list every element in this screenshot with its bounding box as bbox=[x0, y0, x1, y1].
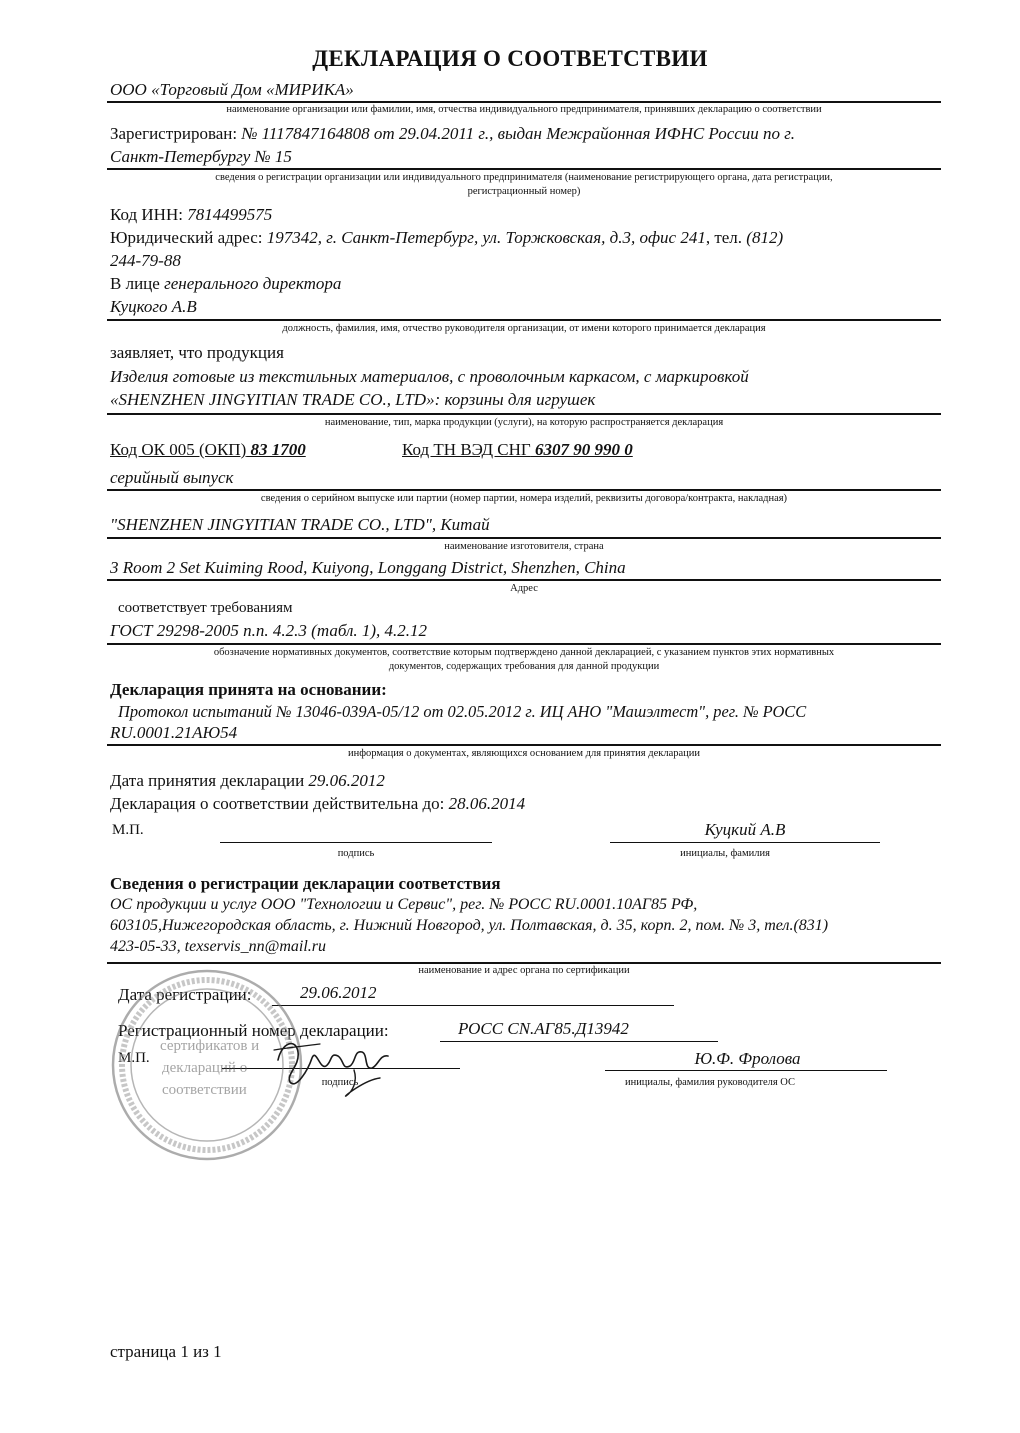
signature-line bbox=[220, 842, 492, 843]
divider bbox=[107, 643, 941, 645]
address-line-2: 244-79-88 bbox=[110, 251, 181, 270]
registration-details: № 1117847164808 от 29.04.2011 г., выдан Межрайонная ИФНС России по г. bbox=[241, 124, 795, 143]
declaration-date-label: Дата принятия декларации bbox=[110, 771, 305, 790]
registration-prefix: Зарегистрирован: bbox=[110, 124, 238, 143]
seal-text-3: соответствии bbox=[162, 1082, 247, 1098]
manufacturer-caption: наименование изготовителя, страна bbox=[444, 541, 604, 552]
signer-line bbox=[610, 842, 880, 843]
tnved-label: Код ТН ВЭД СНГ bbox=[402, 440, 531, 459]
address-value: 197342, г. Санкт-Петербург, ул. Торжковская, д.3, офис 241 bbox=[266, 228, 706, 247]
standard: ГОСТ 29298-2005 п.п. 4.2.3 (табл. 1), 4.2.12 bbox=[110, 621, 428, 640]
validity-value: 28.06.2014 bbox=[448, 794, 526, 813]
serial-release: серийный выпуск bbox=[110, 468, 234, 487]
seal-text-1: сертификатов и bbox=[160, 1038, 260, 1054]
applicant-name-caption: наименование организации или фамилии, имя, отчества индивидуального предпринимателя, принявших декларацию о соответствии bbox=[226, 104, 822, 115]
product-caption: наименование, тип, марка продукции (услуги), на которую распространяется декларация bbox=[324, 417, 724, 428]
registration-line-2: Санкт-Петербургу № 15 bbox=[110, 147, 292, 166]
inn-line bbox=[110, 205, 272, 225]
inn-label: Код ИНН: bbox=[110, 205, 183, 224]
basis-caption: информация о документах, являющихся основанием для принятия декларации bbox=[347, 748, 701, 759]
divider bbox=[107, 744, 941, 746]
okp-code bbox=[110, 440, 306, 460]
registration-caption-1: сведения о регистрации организации или индивидуального предпринимателя (наименование регистрирующего органа, дата регистрации, bbox=[215, 172, 833, 183]
divider bbox=[107, 579, 941, 581]
address-label: Юридический адрес: bbox=[110, 228, 263, 247]
registration-caption: наименование и адрес органа по сертификации bbox=[418, 965, 630, 976]
stamp-place-label: М.П. bbox=[112, 822, 144, 838]
director-role: генерального директора bbox=[164, 274, 342, 293]
tnved-value: 6307 90 990 0 bbox=[535, 440, 633, 459]
manufacturer-address: 3 Room 2 Set Kuiming Rood, Kuiyong, Longgang District, Shenzhen, China bbox=[110, 558, 626, 577]
registration-date-line bbox=[272, 1005, 674, 1006]
seal-text-2: деклараций о bbox=[162, 1060, 248, 1076]
basis-heading: Декларация принята на основании: bbox=[110, 680, 387, 699]
director-caption: должность, фамилия, имя, отчество руководителя организации, от имени которого принимается декларация bbox=[282, 323, 766, 334]
inn-value: 7814499575 bbox=[187, 205, 273, 224]
validity-line bbox=[110, 794, 525, 814]
divider bbox=[107, 413, 941, 415]
registration-caption-2: регистрационный номер) bbox=[467, 186, 581, 197]
address-caption: Адрес bbox=[510, 583, 538, 594]
okp-label: Код ОК 005 (ОКП) bbox=[110, 440, 247, 459]
standard-caption-1: обозначение нормативных документов, соответствие которым подтверждено данной декларацией, с указанием пунктов этих нормативных bbox=[213, 647, 835, 658]
registration-signature-caption: подпись bbox=[321, 1077, 359, 1088]
phone-code: (812) bbox=[746, 228, 784, 247]
registration-heading: Сведения о регистрации декларации соответствия bbox=[110, 874, 501, 893]
page-number: страница 1 из 1 bbox=[110, 1342, 222, 1361]
director-line bbox=[110, 274, 341, 294]
declaration-date-line bbox=[110, 771, 385, 791]
signature-caption: подпись bbox=[337, 848, 375, 859]
registration-number-line bbox=[440, 1041, 718, 1042]
director-name: Куцкого А.В bbox=[110, 297, 197, 316]
okp-value: 83 1700 bbox=[250, 440, 306, 459]
director-prefix: В лице bbox=[110, 274, 160, 293]
registration-body-1: ОС продукции и услуг ООО "Технологии и Сервис", рег. № РОСС RU.0001.10АГ85 РФ, bbox=[110, 896, 698, 913]
tnved-code bbox=[402, 440, 633, 460]
registration-date-label: Дата регистрации: bbox=[118, 985, 252, 1004]
registration-number-label: Регистрационный номер декларации: bbox=[118, 1021, 389, 1040]
head-name: Ю.Ф. Фролова bbox=[694, 1049, 801, 1068]
phone-label: , тел. bbox=[705, 228, 743, 247]
document-title: ДЕКЛАРАЦИЯ О СООТВЕТСТВИИ bbox=[312, 46, 708, 71]
product-line-1: Изделия готовые из текстильных материалов, с проволочным каркасом, с маркировкой bbox=[110, 367, 749, 386]
registration-body-2: 603105,Нижегородская область, г. Нижний Новгород, ул. Полтавская, д. 35, корп. 2, пом. № 3, тел.(831) bbox=[110, 917, 829, 934]
standard-caption-2: документов, содержащих требования для данной продукции bbox=[388, 661, 660, 672]
conformity-intro: соответствует требованиям bbox=[118, 600, 293, 616]
applicant-name: ООО «Торговый Дом «МИРИКА» bbox=[110, 80, 354, 99]
registration-number-value: РОСС CN.АГ85.Д13942 bbox=[458, 1019, 629, 1038]
initials-caption: инициалы, фамилия bbox=[680, 848, 770, 859]
manufacturer: "SHENZHEN JINGYITIAN TRADE CO., LTD", Китай bbox=[110, 515, 490, 534]
registration-date-value: 29.06.2012 bbox=[300, 983, 377, 1002]
validity-label: Декларация о соответствии действительна до: bbox=[110, 794, 445, 813]
serial-caption: сведения о серийном выпуске или партии (номер партии, номера изделий, реквизиты договора/контракта, накладная) bbox=[260, 493, 788, 504]
divider bbox=[107, 101, 941, 103]
head-name-line bbox=[605, 1070, 887, 1071]
signer-name: Куцкий А.В bbox=[704, 820, 786, 839]
declaration-date-value: 29.06.2012 bbox=[308, 771, 385, 790]
product-intro: заявляет, что продукция bbox=[110, 343, 284, 362]
divider bbox=[107, 168, 941, 170]
handwritten-signature bbox=[268, 1030, 398, 1100]
divider bbox=[107, 537, 941, 539]
basis-line-2: RU.0001.21АЮ54 bbox=[110, 723, 238, 742]
basis-line-1: Протокол испытаний № 13046-039А-05/12 от 02.05.2012 г. ИЦ АНО "Машэлтест", рег. № РОСС bbox=[118, 702, 807, 721]
divider bbox=[107, 489, 941, 491]
registration-stamp-place: М.П. bbox=[118, 1050, 150, 1066]
head-caption: инициалы, фамилия руководителя ОС bbox=[624, 1077, 796, 1088]
divider bbox=[107, 319, 941, 321]
product-line-2: «SHENZHEN JINGYITIAN TRADE CO., LTD»: корзины для игрушек bbox=[110, 390, 596, 409]
address-line-1 bbox=[110, 228, 783, 248]
registration-body-3: 423-05-33, texservis_nn@mail.ru bbox=[110, 938, 327, 955]
divider bbox=[107, 962, 941, 964]
registration-line-1 bbox=[110, 124, 795, 144]
